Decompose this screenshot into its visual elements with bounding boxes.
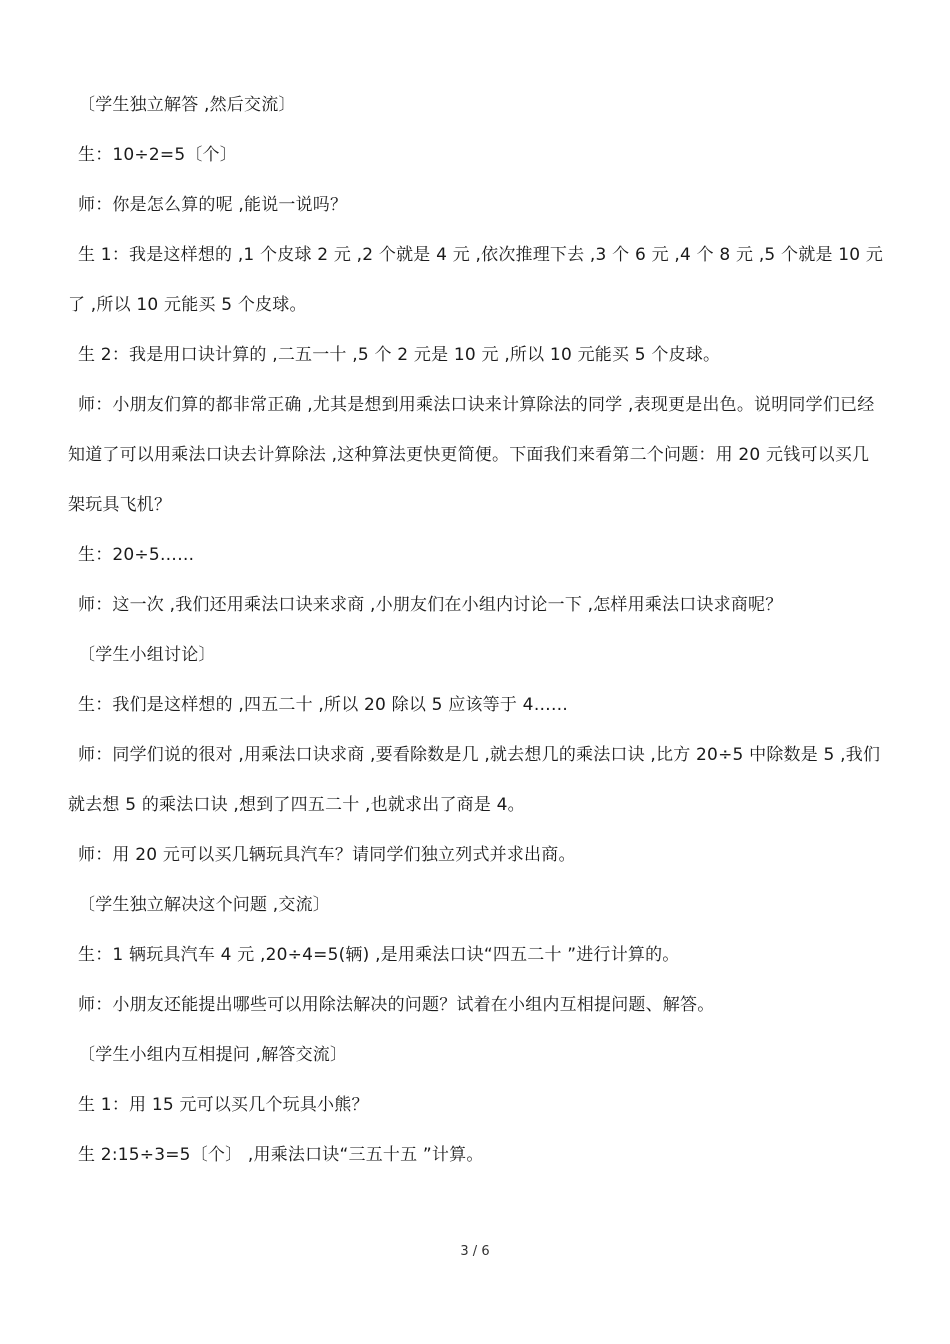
paragraph-9: 〔学生小组讨论〕 — [78, 645, 216, 665]
paragraph-10: 生：我们是这样想的 ,四五二十 ,所以 20 除以 5 应该等于 4…… — [78, 695, 569, 715]
paragraph-14: 生：1 辆玩具汽车 4 元 ,20÷4=5(辆) ,是用乘法口诀“四五二十 ”进行计算的。 — [78, 945, 680, 965]
paragraph-8: 师：这一次 ,我们还用乘法口诀来求商 ,小朋友们在小组内讨论一下 ,怎样用乘法口诀求商呢？ — [78, 595, 783, 615]
paragraph-7: 生：20÷5…… — [78, 545, 195, 565]
paragraph-16: 〔学生小组内互相提问 ,解答交流〕 — [78, 1045, 348, 1065]
document-body — [68, 80, 884, 1180]
paragraph-2: 生：10÷2=5〔个〕 — [78, 145, 237, 165]
paragraph-18: 生 2:15÷3=5〔个〕 ,用乘法口诀“三五十五 ”计算。 — [78, 1145, 484, 1165]
paragraph-11: 师：同学们说的很对 ,用乘法口诀求商 ,要看除数是几 ,就去想几的乘法口诀 ,比方 20÷5 中除数是 5 ,我们就去想 5 的乘法口诀 ,想到了四五二十 ,也就求出了商是 4。 — [68, 745, 881, 815]
paragraph-15: 师：小朋友还能提出哪些可以用除法解决的问题？试着在小组内互相提问题、解答。 — [78, 995, 715, 1015]
page-number: 3 / 6 — [460, 1244, 490, 1259]
paragraph-17: 生 1：用 15 元可以买几个玩具小熊？ — [78, 1095, 369, 1115]
paragraph-12: 师：用 20 元可以买几辆玩具汽车？请同学们独立列式并求出商。 — [78, 845, 576, 865]
paragraph-13: 〔学生独立解决这个问题 ,交流〕 — [78, 895, 331, 915]
paragraph-5: 生 2：我是用口诀计算的 ,二五一十 ,5 个 2 元是 10 元 ,所以 10 元能买 5 个皮球。 — [78, 345, 721, 365]
paragraph-3: 师：你是怎么算的呢 ,能说一说吗？ — [78, 195, 348, 215]
paragraph-1: 〔学生独立解答 ,然后交流〕 — [78, 95, 296, 115]
paragraph-4: 生 1：我是这样想的 ,1 个皮球 2 元 ,2 个就是 4 元 ,依次推理下去 ,3 个 6 元 ,4 个 8 元 ,5 个就是 10 元了 ,所以 10 元能买 5 个皮球。 — [68, 245, 884, 315]
paragraph-6: 师：小朋友们算的都非常正确 ,尤其是想到用乘法口诀来计算除法的同学 ,表现更是出色。说明同学们已经知道了可以用乘法口诀去计算除法 ,这种算法更快更简便。下面我们来看第二个问题：用 20 元钱可以买几架玩具飞机？ — [68, 395, 875, 515]
